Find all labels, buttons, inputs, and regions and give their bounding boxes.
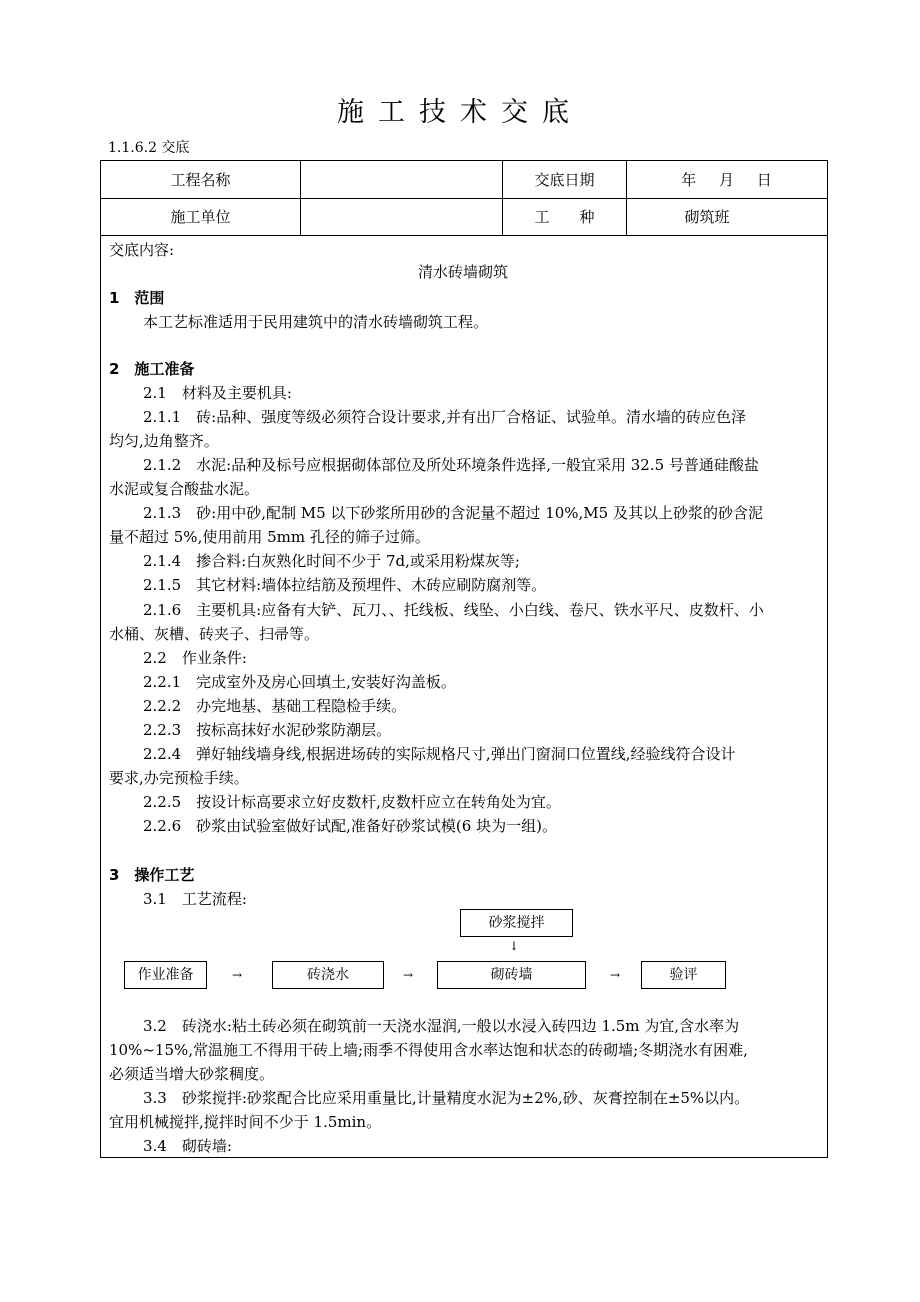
table-col-divider <box>300 161 301 235</box>
section-2-2-6: 2.2.6 砂浆由试验室做好试配,准备好砂浆试模(6 块为一组)。 <box>143 817 557 835</box>
flow-step-inspection: 验评 <box>641 961 726 989</box>
flow-arrow-down: ↓ <box>509 939 520 953</box>
section-3-2-line3: 必须适当增大砂浆稠度。 <box>109 1065 275 1083</box>
section-2-2: 2.2 作业条件: <box>143 649 247 667</box>
flow-arrow-right: → <box>610 968 621 982</box>
section-2-2-5: 2.2.5 按设计标高要求立好皮数杆,皮数杆应立在转角处为宜。 <box>143 793 561 811</box>
section-2-1-6-line2: 水桶、灰槽、砖夹子、扫帚等。 <box>109 625 320 643</box>
section-3-2-line2: 10%~15%,常温施工不得用干砖上墙;雨季不得使用含水率达饱和状态的砖砌墙;冬期浇水有困难, <box>109 1041 748 1059</box>
section-1-text: 本工艺标准适用于民用建筑中的清水砖墙砌筑工程。 <box>143 313 489 331</box>
section-3-4: 3.4 砌砖墙: <box>143 1137 232 1155</box>
flow-arrow-right: → <box>403 968 414 982</box>
document-title: 施工技术交底 <box>337 97 583 128</box>
section-2-heading: 2 施工准备 <box>109 360 195 378</box>
content-subject: 清水砖墙砌筑 <box>417 263 508 281</box>
section-3-3-line2: 宜用机械搅拌,搅拌时间不少于 1.5min。 <box>109 1113 382 1131</box>
section-2-1-6-line1: 2.1.6 主要机具:应备有大铲、瓦刀、、托线板、线坠、小白线、卷尺、铁水平尺、皮数杆、小 <box>143 601 764 619</box>
section-2-2-4-line1: 2.2.4 弹好轴线墙身线,根据进场砖的实际规格尺寸,弹出门窗洞口位置线,经验线符合设计 <box>143 745 736 763</box>
section-2-1-1-line1: 2.1.1 砖:品种、强度等级必须符合设计要求,并有出厂合格证、试验单。清水墙的砖应色泽 <box>143 408 746 426</box>
section-1-heading: 1 范围 <box>109 289 165 307</box>
trade-label: 工 种 <box>534 208 595 226</box>
project-name-label: 工程名称 <box>170 171 231 189</box>
table-row-divider <box>101 235 827 236</box>
section-2-2-2: 2.2.2 办完地基、基础工程隐检手续。 <box>143 697 407 715</box>
section-2-1-2-line2: 水泥或复合酸盐水泥。 <box>109 480 260 498</box>
date-label: 交底日期 <box>534 171 595 189</box>
construction-unit-label: 施工单位 <box>170 208 231 226</box>
flow-arrow-right: → <box>232 968 243 982</box>
flow-step-brick-watering: 砖浇水 <box>272 961 384 989</box>
section-2-2-4-line2: 要求,办完预检手续。 <box>109 769 249 787</box>
section-2-1-3-line2: 量不超过 5%,使用前用 5mm 孔径的筛子过筛。 <box>109 528 430 546</box>
date-field[interactable]: 年 月 日 <box>681 171 772 189</box>
section-2-1-1-line2: 均匀,边角整齐。 <box>109 432 219 450</box>
flow-step-mortar-mixing: 砂浆搅拌 <box>460 909 573 937</box>
section-3-heading: 3 操作工艺 <box>109 866 195 884</box>
section-3-2-line1: 3.2 砖浇水:粘土砖必须在砌筑前一天浇水湿润,一般以水浸入砖四边 1.5m 为宜,含水率为 <box>143 1017 740 1035</box>
reference-code: 1.1.6.2 交底 <box>108 140 190 156</box>
trade-field[interactable]: 砌筑班 <box>684 208 730 226</box>
section-2-1-3-line1: 2.1.3 砂:用中砂,配制 M5 以下砂浆所用砂的含泥量不超过 10%,M5 及其以上砂浆的砂含泥 <box>143 504 763 522</box>
section-2-1-4: 2.1.4 掺合料:白灰熟化时间不少于 7d,或采用粉煤灰等; <box>143 552 520 570</box>
section-3-3-line1: 3.3 砂浆搅拌:砂浆配合比应采用重量比,计量精度水泥为±2%,砂、灰膏控制在±5%以内。 <box>143 1089 750 1107</box>
content-label: 交底内容: <box>109 241 175 259</box>
flow-step-preparation: 作业准备 <box>124 961 207 989</box>
section-2-1: 2.1 材料及主要机具: <box>143 384 292 402</box>
flow-step-bricklaying: 砌砖墙 <box>437 961 586 989</box>
section-2-1-5: 2.1.5 其它材料:墙体拉结筋及预埋件、木砖应刷防腐剂等。 <box>143 576 547 594</box>
section-2-2-1: 2.2.1 完成室外及房心回填土,安装好沟盖板。 <box>143 673 456 691</box>
section-3-1: 3.1 工艺流程: <box>143 890 247 908</box>
table-row-divider <box>101 198 827 199</box>
section-2-2-3: 2.2.3 按标高抹好水泥砂浆防潮层。 <box>143 721 392 739</box>
section-2-1-2-line1: 2.1.2 水泥:品种及标号应根据砌体部位及所处环境条件选择,一般宜采用 32.5 号普通硅酸盐 <box>143 456 759 474</box>
